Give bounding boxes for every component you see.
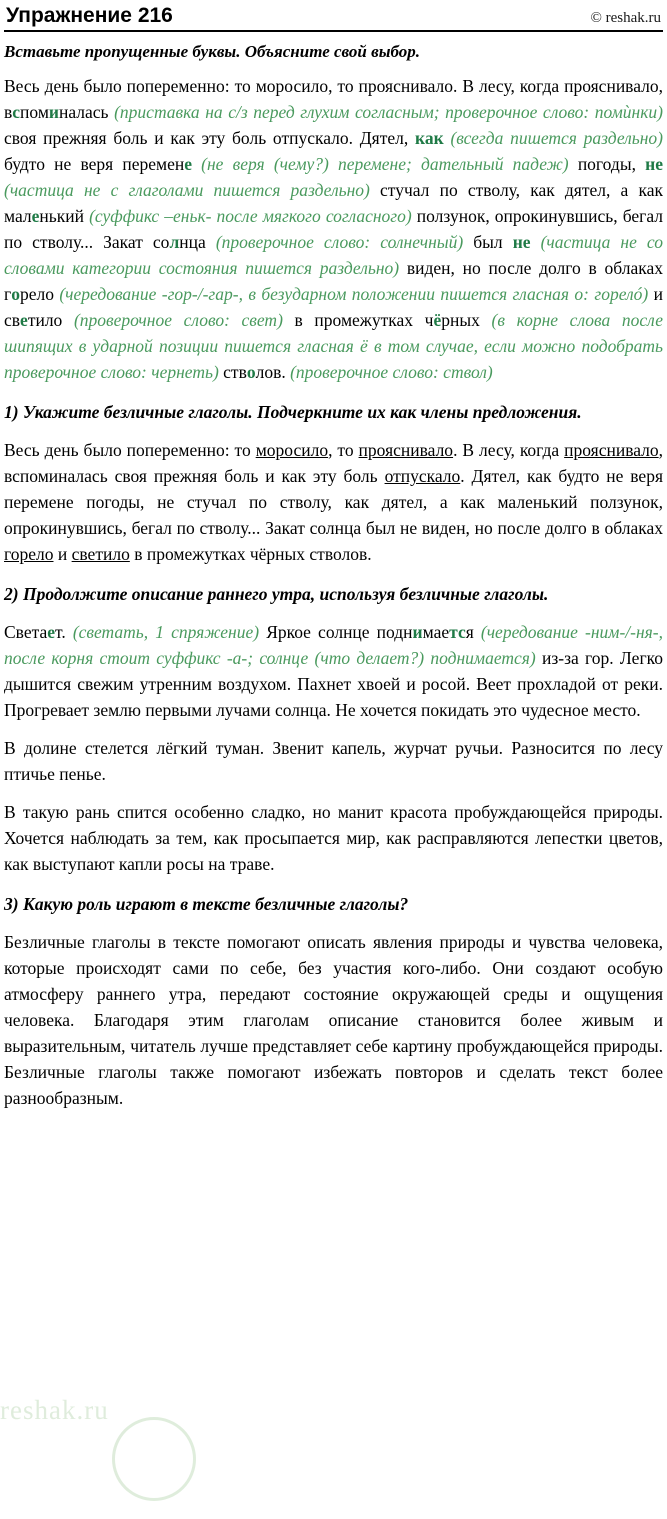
underlined-verb: светило xyxy=(71,544,130,564)
text-segment: т. xyxy=(55,622,73,642)
text-segment: Весь день было попеременно: то xyxy=(4,440,256,460)
text-segment: был xyxy=(463,232,513,252)
explanation-note: (в корне слова после шипящих в ударной позиции пишется гласная ё в том случае, если можно подобрать проверочное слово: чернеть) xyxy=(4,310,663,382)
text-segment: , вспоминалась своя прежняя боль и как эту боль xyxy=(4,440,664,486)
question-2: 2) Продолжите описание раннего утра, используя безличные глаголы. xyxy=(4,584,549,604)
underlined-verb: отпускало xyxy=(384,466,461,486)
inserted-letter: о xyxy=(11,284,20,304)
explanation-note: (суффикс –еньк- после мягкого согласного) xyxy=(89,206,412,226)
explanation-note: (проверочное слово: солнечный) xyxy=(215,232,464,252)
explanation-note: (светать, 1 спряжение) xyxy=(72,622,260,642)
inserted-word: как xyxy=(415,128,444,148)
answer-3: Безличные глаголы в тексте помогают описать явления природы и чувства человека, которые происходят сами по себе, без участия кого-либо. Они создают особую атмосферу раннего утра, передают состояние окружающей среды и ощущения человека. Благодаря этим глаголам описание становится более живым и выразительным, читатель лучше представляет себе картину пробуждающейся природы. Безличные глаголы также помогают избежать повторов и сделать текст более разнообразным. xyxy=(4,932,663,1108)
text-segment: в промежутках чёрных стволов. xyxy=(129,544,372,564)
inserted-letter: и xyxy=(48,102,59,122)
main-exercise-text xyxy=(4,73,663,385)
inserted-letter: е xyxy=(20,310,28,330)
text-segment: ползунок, опрокинувшись, бегал по стволу... Закат со xyxy=(4,206,663,252)
watermark-circle-icon xyxy=(112,1417,196,1501)
watermark-text: reshak.ru xyxy=(0,1395,109,1425)
inserted-letter: е xyxy=(47,622,56,642)
inserted-letter: и xyxy=(412,622,423,642)
question-1: 1) Укажите безличные глаголы. Подчеркните их как члены предложения. xyxy=(4,402,582,422)
page-title: Упражнение 216 xyxy=(6,4,173,27)
text-segment: рных xyxy=(441,310,492,330)
inserted-word: не xyxy=(645,154,663,174)
text-segment: нький xyxy=(39,206,90,226)
answer-2-paragraph-3: В такую рань спится особенно сладко, но манит красота пробуждающейся природы. Хочется наблюдать за тем, как просыпается мир, как расправляются лепестки цветов, как выступают капли росы на траве. xyxy=(4,802,663,874)
text-segment: лов. xyxy=(255,362,291,382)
inserted-letter: л xyxy=(169,232,180,252)
inserted-letter: с xyxy=(12,102,21,122)
inserted-letter: е xyxy=(184,154,192,174)
underlined-verb: горело xyxy=(4,544,54,564)
text-segment: Света xyxy=(4,622,48,642)
text-segment: налась xyxy=(59,102,115,122)
text-segment: стучал по стволу, как дятел, а как мал xyxy=(4,180,663,226)
text-segment: рело xyxy=(19,284,60,304)
text-segment: Яркое солнце подн xyxy=(259,622,413,642)
explanation-note: (чередование -гор-/-гар-, в безударном положении пишется гласная о: горелó) xyxy=(59,284,649,304)
text-segment: тило xyxy=(27,310,74,330)
text-segment: . В лесу, когда xyxy=(453,440,565,460)
answer-2-paragraph-1 xyxy=(4,619,663,723)
underlined-verb: прояснивало xyxy=(564,440,659,460)
text-segment: в промежутках ч xyxy=(282,310,434,330)
text-segment: своя прежняя боль и как эту боль отпускало. Дятел, xyxy=(4,128,416,148)
text-segment: нца xyxy=(179,232,216,252)
text-segment: , то xyxy=(328,440,359,460)
task-statement: Вставьте пропущенные буквы. Объясните свой выбор. xyxy=(4,42,421,61)
inserted-letter: тс xyxy=(449,622,466,642)
underlined-verb: прояснивало xyxy=(358,440,454,460)
question-3: 3) Какую роль играют в тексте безличные глаголы? xyxy=(4,894,409,914)
explanation-note: (не веря (чему?) перемене; дательный падеж) xyxy=(201,154,569,174)
explanation-note: (проверочное слово: ствол) xyxy=(290,362,493,382)
inserted-letter: о xyxy=(246,362,256,382)
text-segment: мае xyxy=(422,622,450,642)
text-segment: Весь день было попеременно: то моросило, то прояснивало. В лесу, когда прояснивало, в xyxy=(4,76,663,122)
explanation-note: (частица не со словами категории состояния пишется раздельно) xyxy=(4,232,664,278)
text-segment: я xyxy=(465,622,481,642)
explanation-note: (всегда пишется раздельно) xyxy=(450,128,664,148)
text-segment: . Дятел, как будто не веря перемене погоды, не стучал по стволу, как дятел, а как маленький ползунок, опрокинувшись, бегал по стволу... Закат солнца был не виден, но после долго в облаках xyxy=(4,466,663,538)
inserted-letter: ё xyxy=(433,310,442,330)
explanation-note: (приставка на с/з перед глухим согласным; проверочное слово: помѝнки) xyxy=(114,102,663,122)
site-brand: © reshak.ru xyxy=(590,10,661,26)
explanation-note: (частица не с глаголами пишется раздельно) xyxy=(4,180,370,200)
inserted-word: не xyxy=(512,232,531,252)
inserted-letter: е xyxy=(31,206,40,226)
underlined-verb: моросило xyxy=(255,440,329,460)
answer-1 xyxy=(4,437,663,567)
text-segment: будто не веря перемен xyxy=(4,154,185,174)
text-segment: из-за гор. Легко дышится свежим утренним воздухом. Пахнет хвоей и росой. Веет прохладой от реки. Прогревает землю первыми лучами солнца. Не хочется покидать это чудесное место. xyxy=(4,648,663,720)
text-segment: погоды, xyxy=(568,154,646,174)
page-header xyxy=(4,0,663,32)
text-segment: и xyxy=(53,544,72,564)
explanation-note: (чередование -ним-/-ня-, после корня стоит суффикс -а-; солнце (что делает?) поднимается) xyxy=(4,622,663,668)
explanation-note: (проверочное слово: свет) xyxy=(73,310,283,330)
text-segment: и св xyxy=(4,284,663,330)
text-segment: пом xyxy=(20,102,49,122)
watermark xyxy=(0,1395,230,1515)
answer-2-paragraph-2: В долине стелется лёгкий туман. Звенит капель, журчат ручьи. Разносится по лесу птичье пенье. xyxy=(4,738,663,784)
text-segment: ств xyxy=(218,362,247,382)
text-segment: виден, но после долго в облаках г xyxy=(4,258,663,304)
